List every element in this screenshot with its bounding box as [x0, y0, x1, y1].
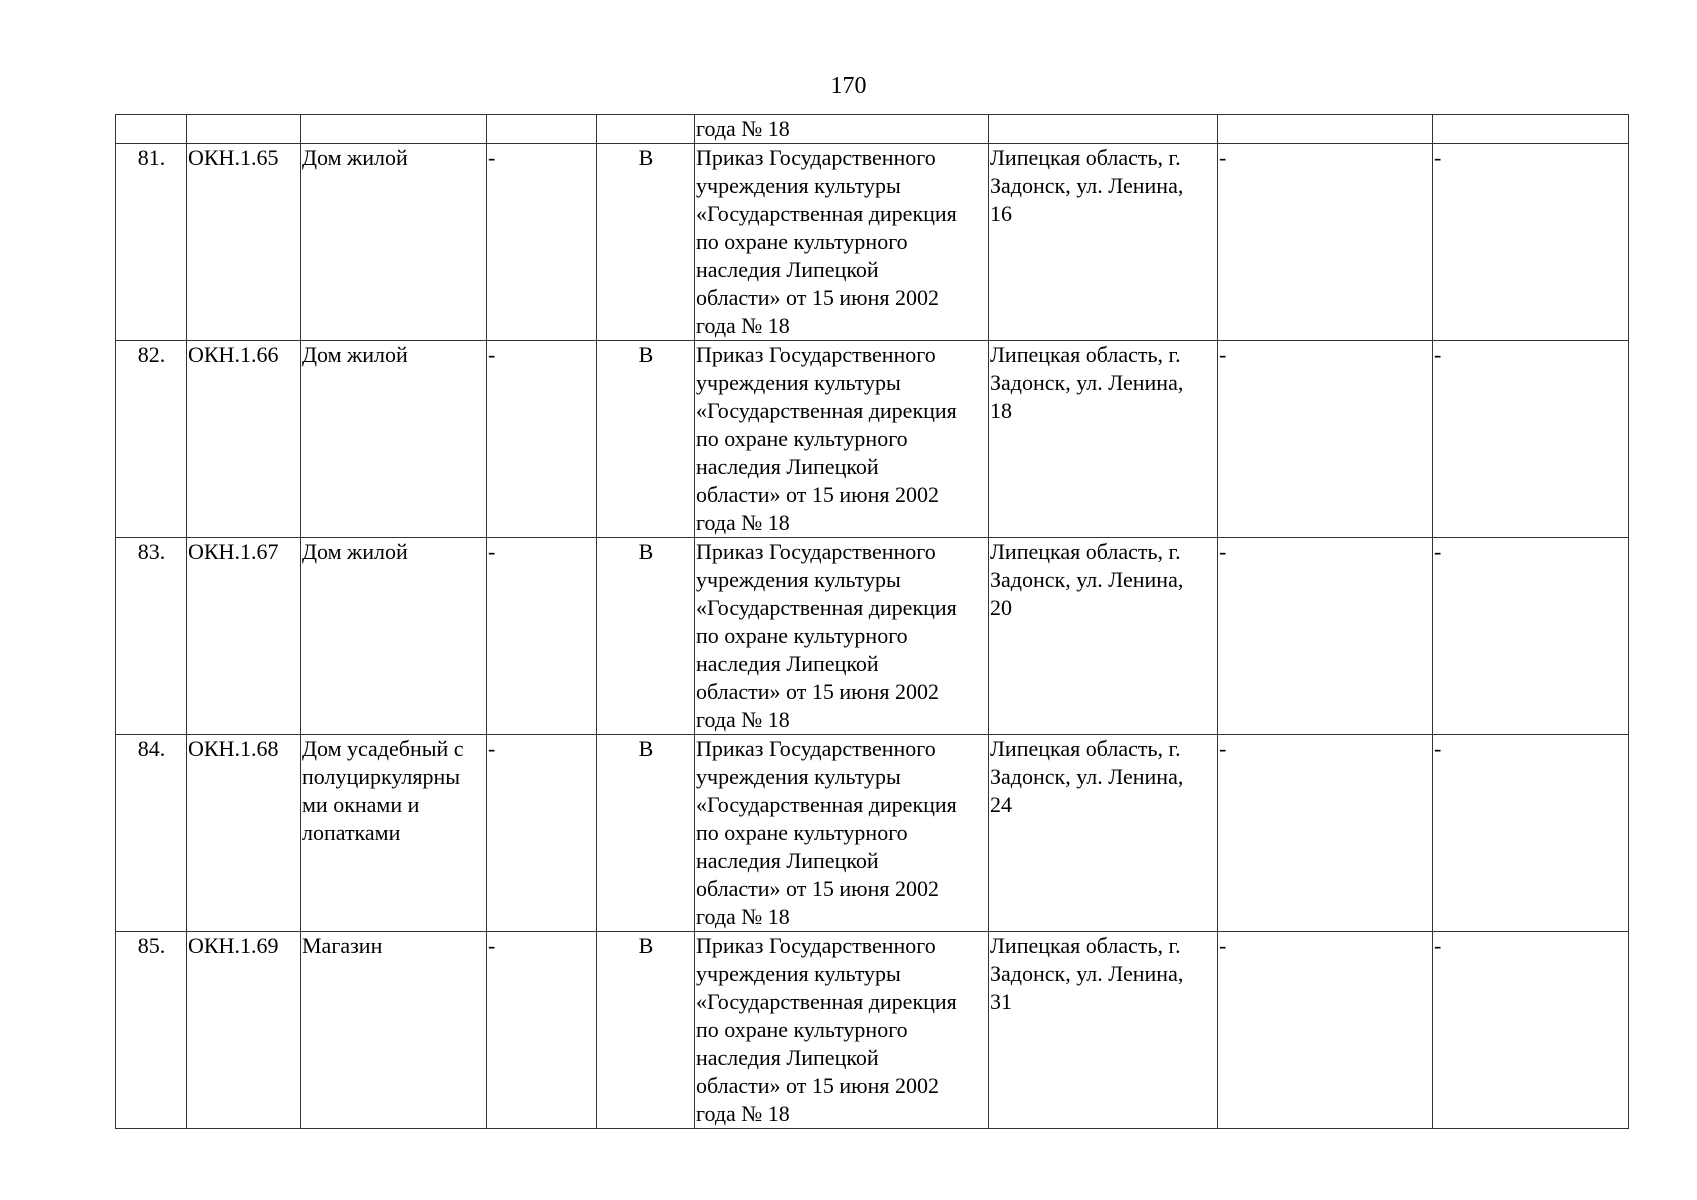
document-line: наследия Липецкой [696, 848, 879, 873]
document-line: по охране культурного [696, 623, 908, 648]
document-line: года № 18 [696, 313, 790, 338]
col8-value: - [1219, 736, 1227, 761]
col9-value: - [1434, 736, 1442, 761]
object-name-line: Дом жилой [302, 539, 408, 564]
address-line: 16 [990, 201, 1012, 226]
table-row [116, 932, 1629, 1129]
address-line: 24 [990, 792, 1012, 817]
cell-category [597, 932, 695, 1129]
document-line: по охране культурного [696, 229, 908, 254]
cell-category [597, 735, 695, 932]
cell-category [597, 341, 695, 538]
address-line: Задонск, ул. Ленина, [990, 764, 1184, 789]
col4-value: - [488, 539, 496, 564]
document-line: по охране культурного [696, 426, 908, 451]
object-name-line: полуциркулярны [302, 764, 461, 789]
table-row [116, 538, 1629, 735]
object-name-line: Дом жилой [302, 145, 408, 170]
col4-value: - [488, 342, 496, 367]
cell-col9 [1433, 735, 1629, 932]
cell-col4 [487, 341, 597, 538]
cell-col8 [1218, 735, 1433, 932]
document-line: Приказ Государственного [696, 539, 936, 564]
row-number: 84. [137, 736, 166, 761]
document-line: «Государственная дирекция [696, 201, 957, 226]
cell-num [116, 341, 187, 538]
document-line: по охране культурного [696, 820, 908, 845]
cell-document [695, 735, 989, 932]
category-value: В [638, 145, 654, 170]
object-name-line: ми окнами и [302, 792, 420, 817]
document-line: области» от 15 июня 2002 [696, 876, 939, 901]
cell-col9 [1433, 115, 1629, 144]
cell-num [116, 735, 187, 932]
address-line: Задонск, ул. Ленина, [990, 173, 1184, 198]
table-row [116, 341, 1629, 538]
cell-document [695, 341, 989, 538]
document-line: учреждения культуры [696, 173, 901, 198]
cell-address [989, 115, 1218, 144]
col8-value: - [1219, 539, 1227, 564]
cell-num [116, 144, 187, 341]
col4-value: - [488, 736, 496, 761]
document-line: года № 18 [696, 510, 790, 535]
cell-address [989, 144, 1218, 341]
object-code: ОКН.1.65 [188, 145, 279, 170]
col8-value: - [1219, 933, 1227, 958]
cell-num [116, 932, 187, 1129]
cell-name [301, 115, 487, 144]
address-line: Задонск, ул. Ленина, [990, 370, 1184, 395]
col4-value: - [488, 145, 496, 170]
cell-document [695, 144, 989, 341]
document-line: области» от 15 июня 2002 [696, 1073, 939, 1098]
continuation-row [116, 115, 1629, 144]
table-row [116, 735, 1629, 932]
category-value: В [638, 539, 654, 564]
cell-num [116, 115, 187, 144]
cell-col8 [1218, 341, 1433, 538]
document-line: по охране культурного [696, 1017, 908, 1042]
address-line: Задонск, ул. Ленина, [990, 961, 1184, 986]
cell-num [116, 538, 187, 735]
document-line: учреждения культуры [696, 370, 901, 395]
document-line: года № 18 [696, 707, 790, 732]
row-number: 82. [137, 342, 166, 367]
cell-document [695, 932, 989, 1129]
cell-col4 [487, 735, 597, 932]
cell-col9 [1433, 144, 1629, 341]
object-code: ОКН.1.68 [188, 736, 279, 761]
cell-category [597, 115, 695, 144]
cell-code [187, 341, 301, 538]
document-line: Приказ Государственного [696, 933, 936, 958]
object-name-line: Дом жилой [302, 342, 408, 367]
cell-address [989, 341, 1218, 538]
col8-value: - [1219, 342, 1227, 367]
cell-name [301, 144, 487, 341]
col8-value: - [1219, 145, 1227, 170]
document-line: области» от 15 июня 2002 [696, 482, 939, 507]
cell-col4 [487, 115, 597, 144]
cell-col8 [1218, 115, 1433, 144]
address-line: 18 [990, 398, 1012, 423]
cell-address [989, 932, 1218, 1129]
document-line: Приказ Государственного [696, 342, 936, 367]
cell-col4 [487, 144, 597, 341]
category-value: В [638, 342, 654, 367]
document-line: наследия Липецкой [696, 651, 879, 676]
document-line: «Государственная дирекция [696, 792, 957, 817]
document-line: наследия Липецкой [696, 1045, 879, 1070]
cell-category [597, 144, 695, 341]
document-line: Приказ Государственного [696, 736, 936, 761]
document-line: года № 18 [696, 1101, 790, 1126]
cell-col9 [1433, 538, 1629, 735]
cell-col8 [1218, 538, 1433, 735]
cell-col9 [1433, 932, 1629, 1129]
heritage-registry-table [115, 114, 1629, 1129]
address-line: Задонск, ул. Ленина, [990, 567, 1184, 592]
table-row [116, 144, 1629, 341]
table-body [116, 115, 1629, 1129]
object-name-line: Магазин [302, 933, 383, 958]
cell-name [301, 538, 487, 735]
page-number: 170 [830, 73, 867, 99]
address-line: Липецкая область, г. [990, 933, 1181, 958]
cell-code [187, 735, 301, 932]
row-number: 83. [137, 539, 166, 564]
cell-code [187, 932, 301, 1129]
document-line: года № 18 [696, 116, 790, 141]
cell-document [695, 538, 989, 735]
cell-col8 [1218, 932, 1433, 1129]
cell-document [695, 115, 989, 144]
object-name-line: Дом усадебный с [302, 736, 464, 761]
cell-name [301, 932, 487, 1129]
col4-value: - [488, 933, 496, 958]
cell-col4 [487, 538, 597, 735]
row-number: 85. [137, 933, 166, 958]
col9-value: - [1434, 342, 1442, 367]
col9-value: - [1434, 145, 1442, 170]
col9-value: - [1434, 539, 1442, 564]
document-line: года № 18 [696, 904, 790, 929]
cell-col8 [1218, 144, 1433, 341]
object-code: ОКН.1.66 [188, 342, 279, 367]
document-line: «Государственная дирекция [696, 989, 957, 1014]
document-line: наследия Липецкой [696, 257, 879, 282]
address-line: Липецкая область, г. [990, 736, 1181, 761]
document-line: учреждения культуры [696, 961, 901, 986]
object-code: ОКН.1.69 [188, 933, 279, 958]
document-line: области» от 15 июня 2002 [696, 285, 939, 310]
object-name-line: лопатками [302, 820, 401, 845]
document-line: «Государственная дирекция [696, 595, 957, 620]
document-line: наследия Липецкой [696, 454, 879, 479]
row-number: 81. [137, 145, 166, 170]
document-line: «Государственная дирекция [696, 398, 957, 423]
cell-col9 [1433, 341, 1629, 538]
address-line: Липецкая область, г. [990, 145, 1181, 170]
category-value: В [638, 933, 654, 958]
category-value: В [638, 736, 654, 761]
cell-name [301, 341, 487, 538]
cell-code [187, 144, 301, 341]
document-line: учреждения культуры [696, 567, 901, 592]
cell-name [301, 735, 487, 932]
document-line: Приказ Государственного [696, 145, 936, 170]
cell-category [597, 538, 695, 735]
cell-address [989, 735, 1218, 932]
cell-col4 [487, 932, 597, 1129]
address-line: Липецкая область, г. [990, 342, 1181, 367]
object-code: ОКН.1.67 [188, 539, 279, 564]
address-line: 20 [990, 595, 1012, 620]
document-line: учреждения культуры [696, 764, 901, 789]
cell-code [187, 115, 301, 144]
cell-code [187, 538, 301, 735]
cell-address [989, 538, 1218, 735]
col9-value: - [1434, 933, 1442, 958]
address-line: Липецкая область, г. [990, 539, 1181, 564]
address-line: 31 [990, 989, 1012, 1014]
document-line: области» от 15 июня 2002 [696, 679, 939, 704]
